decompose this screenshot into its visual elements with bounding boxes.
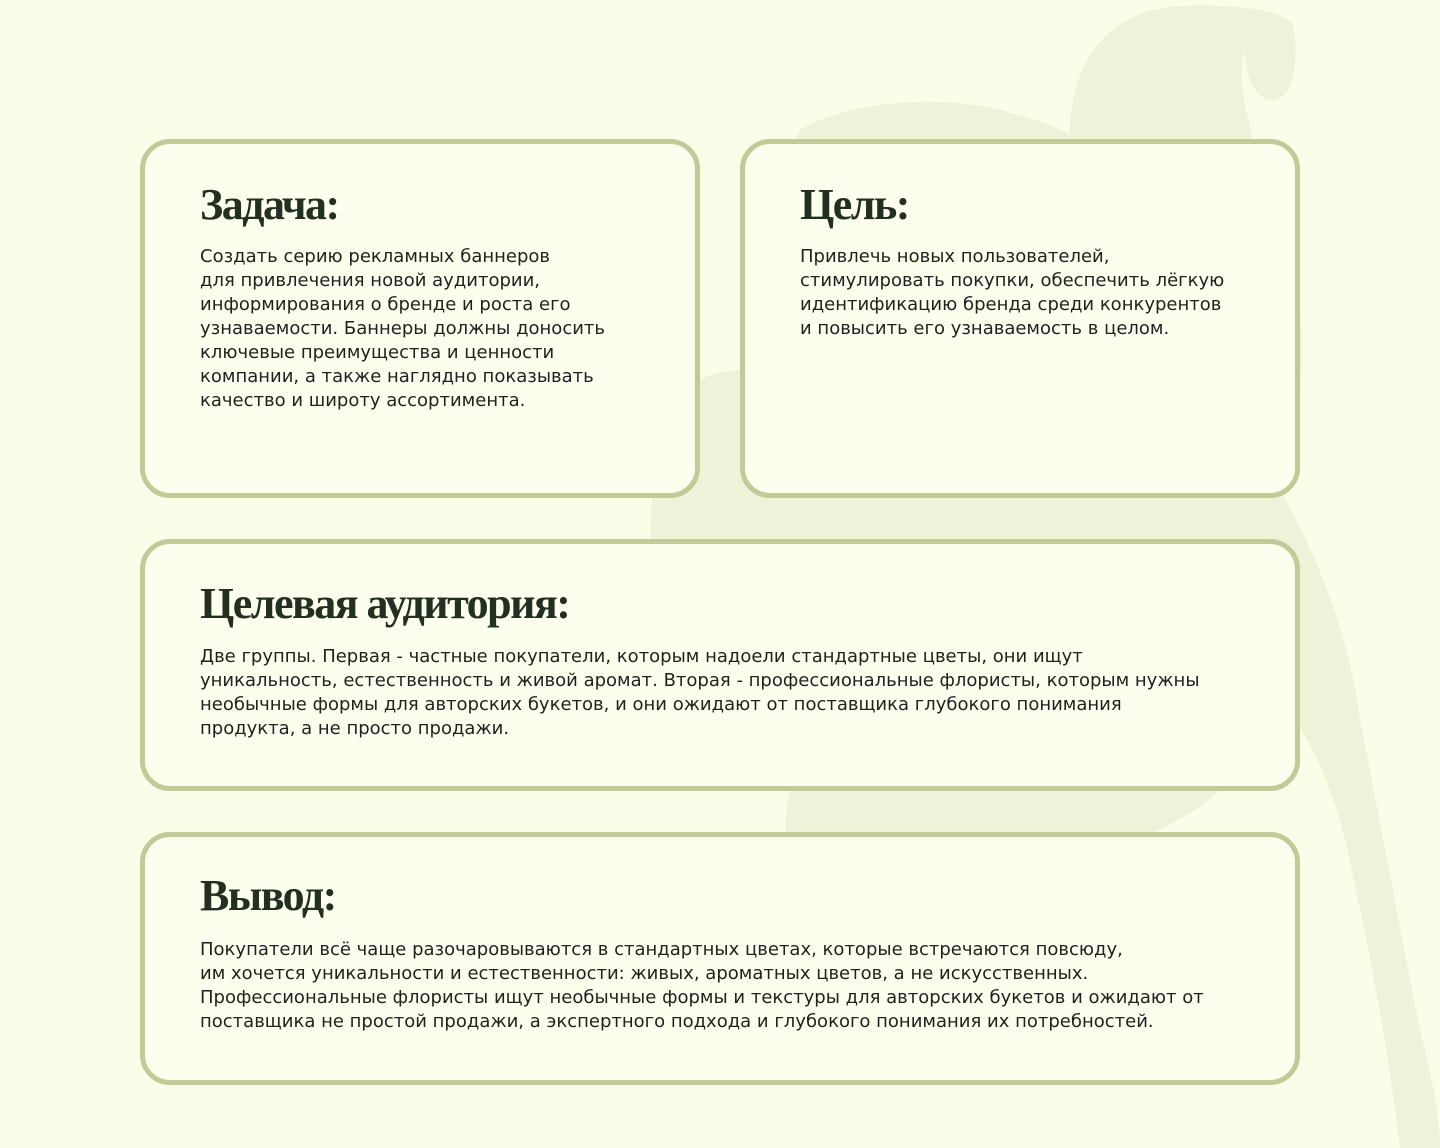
task-card [140, 139, 700, 498]
target-audience-title: Целевая аудитория: [200, 579, 570, 628]
conclusion-title: Вывод: [200, 871, 336, 920]
goal-text: Привлечь новых пользователей, стимулировать покупки, обеспечить лёгкую идентификацию бренда среди конкурентов и повысить его узнаваемость в целом. [800, 246, 1225, 339]
conclusion-card [140, 832, 1300, 1085]
conclusion-text: Покупатели всё чаще разочаровываются в стандартных цветах, которые встречаются повсюду, им хочется уникальности и естественности: живых, ароматных цветов, а не искусственных. Профессиональные флористы ищут необычные формы и текстуры для авторских букетов и ожидают от поставщика не простой продажи, а экспертного подхода и глубокого понимания их потребностей. [200, 939, 1204, 1032]
target-audience-card [140, 539, 1300, 791]
goal-title: Цель: [800, 180, 909, 229]
task-title: Задача: [200, 180, 339, 229]
target-audience-text: Две группы. Первая - частные покупатели, которым надоели стандартные цветы, они ищут уникальность, естественность и живой аромат. Вторая - профессиональные флористы, которым нужны необычные формы для авторских букетов, и они ожидают от поставщика глубокого понимания продукта, а не просто продажи. [200, 646, 1200, 739]
task-text: Создать серию рекламных баннеров для привлечения новой аудитории, информирования о бренде и роста его узнаваемости. Баннеры должны доносить ключевые преимущества и ценности компании, а также наглядно показывать качество и широту ассортимента. [200, 246, 606, 411]
goal-card [740, 139, 1300, 498]
